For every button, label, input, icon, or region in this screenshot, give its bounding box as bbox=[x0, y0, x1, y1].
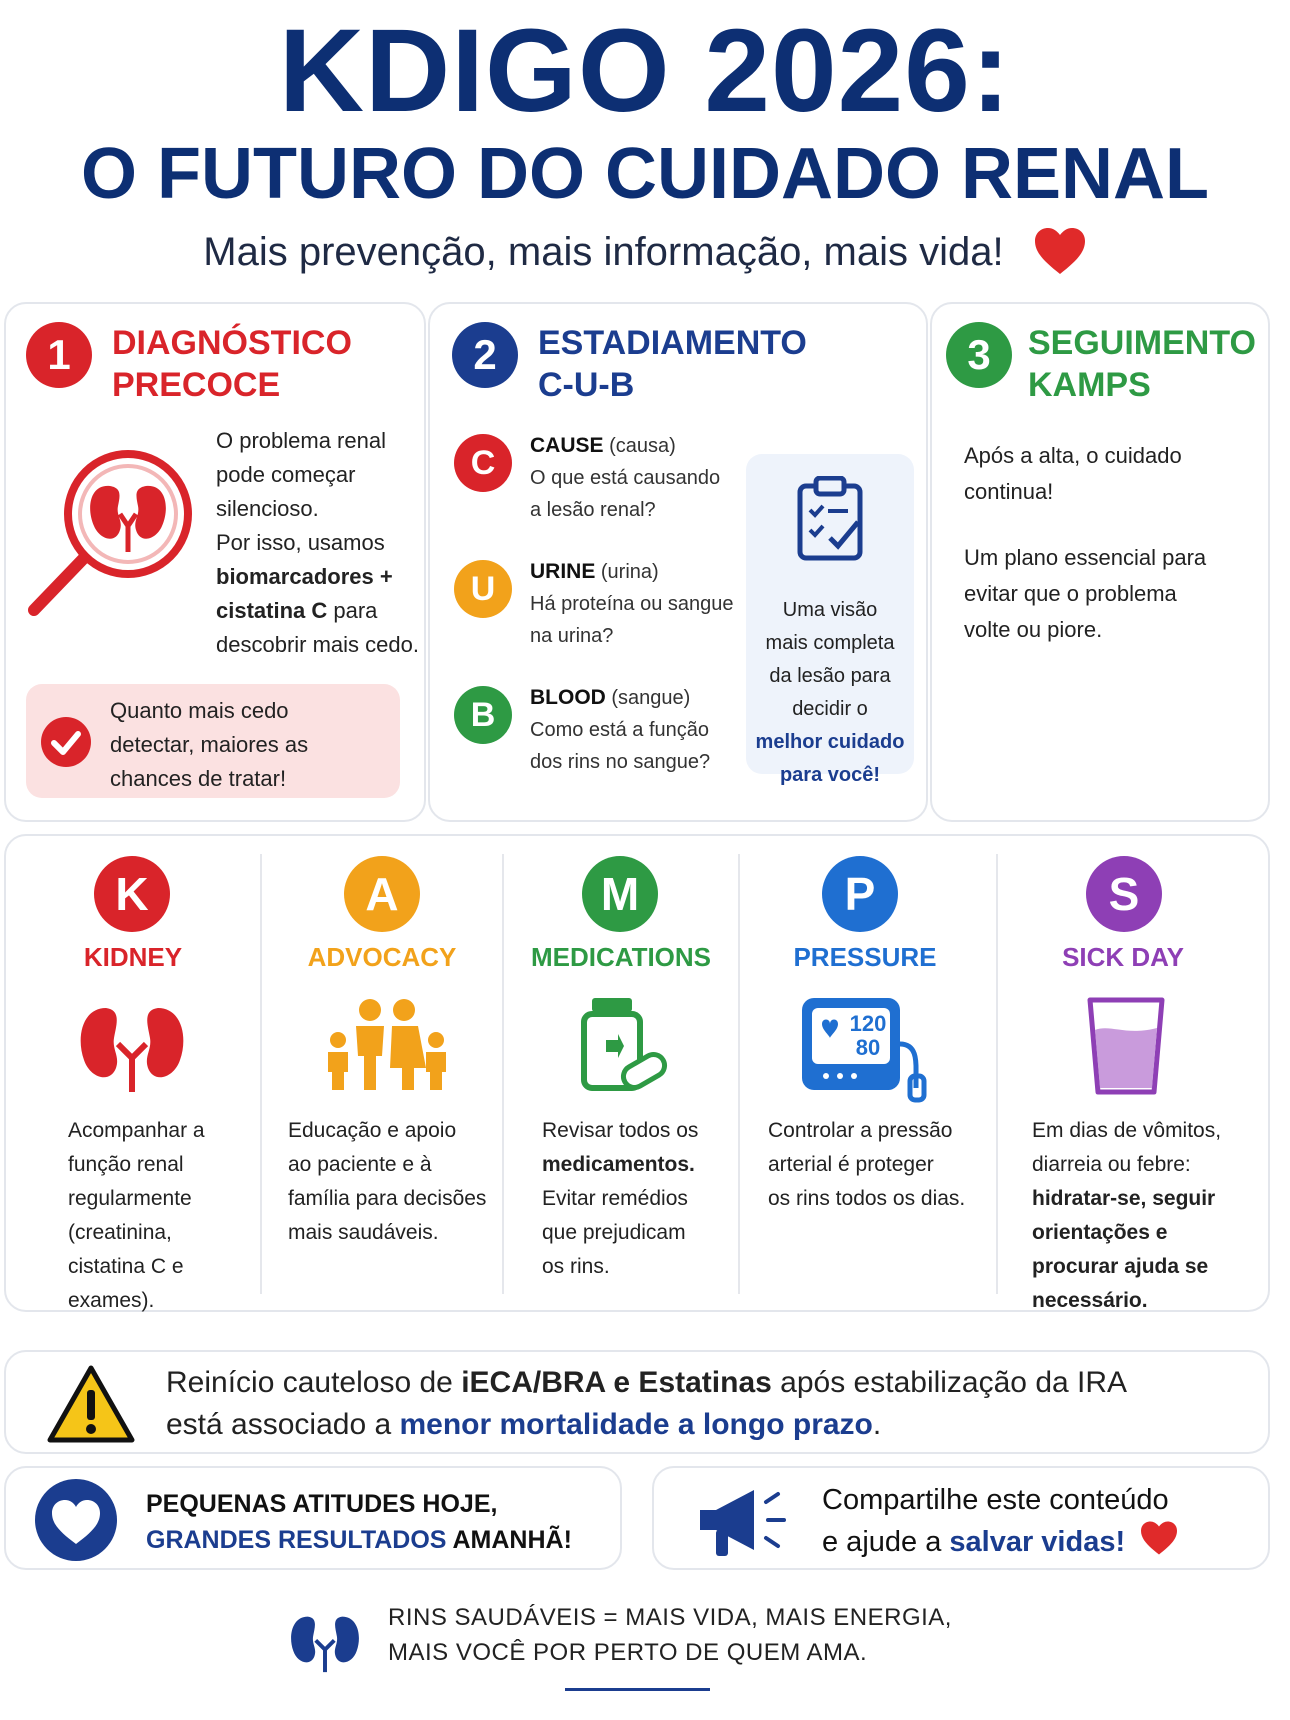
cub-item-line: O que está causando bbox=[530, 467, 721, 489]
note-line: detectar, maiores as bbox=[110, 732, 309, 757]
warning-segment: está associado a bbox=[166, 1408, 400, 1441]
warning-icon bbox=[46, 1364, 136, 1449]
section3-line: Após a alta, o cuidado bbox=[964, 443, 1182, 468]
kamps-text bbox=[768, 1114, 994, 1216]
kamps-text-line: medicamentos. bbox=[542, 1153, 695, 1176]
magnifier-kidney-icon bbox=[24, 442, 204, 627]
kamps-text bbox=[542, 1114, 736, 1284]
kamps-text-line: regularmente bbox=[68, 1187, 192, 1210]
share-card bbox=[652, 1466, 1270, 1570]
kamps-text-line: arterial é proteger bbox=[768, 1153, 934, 1176]
blood-pressure-icon bbox=[798, 994, 938, 1104]
kamps-text-line: Educação e apoio bbox=[288, 1119, 457, 1142]
cub-letter-b: B bbox=[454, 686, 512, 744]
section1-text-line: pode começar bbox=[216, 462, 356, 487]
footer-text bbox=[388, 1600, 952, 1670]
kamps-text-line: orientações e bbox=[1032, 1221, 1168, 1244]
cub-item-line: dos rins no sangue? bbox=[530, 751, 711, 773]
share-segment: e ajude a bbox=[822, 1526, 950, 1559]
bp-diastolic: 80 bbox=[855, 1035, 881, 1060]
kamps-title: PRESSURE bbox=[793, 942, 937, 972]
section1-text bbox=[216, 424, 421, 662]
section1-text-line: descobrir mais cedo. bbox=[216, 632, 419, 657]
cub-item-title bbox=[530, 556, 734, 588]
summary-line: mais completa bbox=[765, 632, 895, 654]
section-title-1 bbox=[112, 322, 352, 406]
kamps-letter-k: K bbox=[94, 856, 170, 932]
footer-divider bbox=[565, 1688, 710, 1691]
footer-line-2: MAIS VOCÊ POR PERTO DE QUEM AMA. bbox=[388, 1639, 868, 1666]
card-diagnostico-precoce bbox=[4, 302, 426, 822]
kamps-text-line: exames). bbox=[68, 1289, 155, 1312]
kamps-medications bbox=[504, 836, 738, 1312]
cub-letter-c: C bbox=[454, 434, 512, 492]
section-title-2-line2: C-U-B bbox=[538, 366, 635, 404]
cub-item-blood bbox=[530, 682, 710, 778]
heart-circle-icon bbox=[34, 1478, 118, 1567]
kamps-title: SICK DAY bbox=[1062, 942, 1184, 972]
cub-item-line: Como está a função bbox=[530, 719, 709, 741]
section3-paragraph-1 bbox=[964, 438, 1264, 510]
kamps-text-line: que prejudicam bbox=[542, 1221, 686, 1244]
section1-text-line: O problema renal bbox=[216, 428, 386, 453]
section3-line: volte ou piore. bbox=[964, 617, 1103, 642]
page-subtitle: O FUTURO DO CUIDADO RENAL bbox=[81, 134, 1209, 214]
section3-paragraph-2 bbox=[964, 540, 1264, 648]
footer-kidney-icon bbox=[288, 1610, 362, 1681]
cub-item-urine bbox=[530, 556, 734, 652]
section-title-2 bbox=[538, 322, 807, 406]
warning-banner bbox=[4, 1350, 1270, 1454]
section-title-3-line2: KAMPS bbox=[1028, 366, 1151, 404]
kamps-text-line: necessário. bbox=[1032, 1289, 1148, 1312]
check-circle-icon bbox=[40, 716, 92, 773]
bp-systolic: 120 bbox=[849, 1011, 887, 1036]
kamps-text-line: Acompanhar a bbox=[68, 1119, 205, 1142]
kamps-text bbox=[288, 1114, 502, 1250]
share-text bbox=[822, 1480, 1179, 1567]
kamps-text-line: ao paciente e à bbox=[288, 1153, 432, 1176]
section1-text-line: Por isso, usamos bbox=[216, 530, 385, 555]
page-title: KDIGO 2026: bbox=[278, 5, 1012, 137]
kamps-kidney bbox=[6, 836, 260, 1312]
heart-icon bbox=[1139, 1520, 1179, 1567]
cub-item-line: a lesão renal? bbox=[530, 499, 656, 521]
early-detection-note bbox=[26, 684, 400, 798]
warning-segment-bold: iECA/BRA e Estatinas bbox=[461, 1366, 772, 1399]
water-glass-icon bbox=[1086, 996, 1166, 1101]
motto-line-1: PEQUENAS ATITUDES HOJE, bbox=[146, 1490, 498, 1518]
card-estadiamento-cub bbox=[428, 302, 928, 822]
section-title-3-line1: SEGUIMENTO bbox=[1028, 324, 1256, 362]
bp-reading bbox=[846, 1012, 890, 1060]
cub-summary-box bbox=[746, 454, 914, 786]
summary-highlight: melhor cuidado bbox=[755, 731, 905, 753]
tagline bbox=[0, 226, 1290, 283]
share-line-2 bbox=[822, 1520, 1179, 1567]
motto-line-2 bbox=[146, 1522, 572, 1558]
section-number-1: 1 bbox=[26, 322, 92, 388]
warning-text bbox=[166, 1362, 1127, 1446]
kamps-text bbox=[68, 1114, 258, 1318]
kamps-advocacy bbox=[262, 836, 502, 1312]
cub-item-translation: (sangue) bbox=[605, 687, 691, 709]
footer-line-1: RINS SAUDÁVEIS = MAIS VIDA, MAIS ENERGIA, bbox=[388, 1604, 952, 1631]
kamps-text-line: os rins todos os dias. bbox=[768, 1187, 966, 1210]
motto-text bbox=[146, 1486, 572, 1558]
section-number-2: 2 bbox=[452, 322, 518, 388]
warning-line-1 bbox=[166, 1362, 1127, 1404]
kamps-title: ADVOCACY bbox=[307, 942, 457, 972]
kamps-text-line: (creatinina, bbox=[68, 1221, 172, 1244]
warning-highlight: menor mortalidade a longo prazo bbox=[399, 1408, 873, 1441]
kamps-text-line: procurar ajuda se bbox=[1032, 1255, 1209, 1278]
cub-item-translation: (urina) bbox=[595, 561, 659, 583]
summary-line: decidir o bbox=[792, 698, 868, 720]
section3-line: continua! bbox=[964, 479, 1054, 504]
share-highlight: salvar vidas! bbox=[949, 1526, 1126, 1559]
warning-line-2 bbox=[166, 1404, 1127, 1446]
warning-segment: Reinício cauteloso de bbox=[166, 1366, 462, 1399]
kidney-icon bbox=[76, 1002, 188, 1099]
section-title-2-line1: ESTADIAMENTO bbox=[538, 324, 807, 362]
tagline-text: Mais prevenção, mais informação, mais vida! bbox=[203, 230, 1004, 275]
heart-icon bbox=[1033, 226, 1087, 283]
kamps-text-line: Controlar a pressão bbox=[768, 1119, 953, 1142]
kamps-text-line: os rins. bbox=[542, 1255, 610, 1278]
kamps-text-line: Revisar todos os bbox=[542, 1119, 699, 1142]
section-number-3: 3 bbox=[946, 322, 1012, 388]
megaphone-icon bbox=[694, 1482, 804, 1567]
kamps-letter-s: S bbox=[1086, 856, 1162, 932]
kamps-letter-a: A bbox=[344, 856, 420, 932]
cub-item-name: BLOOD bbox=[530, 686, 606, 709]
section-title-3 bbox=[1028, 322, 1256, 406]
section1-text-line: silencioso. bbox=[216, 496, 319, 521]
kamps-panel bbox=[4, 834, 1270, 1312]
section1-text-rest: para bbox=[327, 598, 378, 623]
section1-text-bold: cistatina C bbox=[216, 598, 328, 623]
cub-item-cause bbox=[530, 430, 720, 526]
motto-segment: AMANHÃ! bbox=[446, 1526, 572, 1554]
cub-item-name: CAUSE bbox=[530, 434, 604, 457]
cub-item-title bbox=[530, 682, 710, 714]
kamps-sick-day bbox=[998, 836, 1270, 1312]
card-seguimento-kamps bbox=[930, 302, 1270, 822]
note-text bbox=[110, 694, 390, 796]
section-title-1-line2: PRECOCE bbox=[112, 366, 281, 404]
kamps-text-line: família para decisões bbox=[288, 1187, 487, 1210]
kamps-title: KIDNEY bbox=[83, 942, 183, 972]
cub-item-title bbox=[530, 430, 720, 462]
kamps-text-line: hidratar-se, seguir bbox=[1032, 1187, 1216, 1210]
family-icon bbox=[322, 996, 452, 1097]
medication-icon bbox=[578, 996, 668, 1099]
cub-item-line: Há proteína ou sangue bbox=[530, 593, 734, 615]
summary-highlight: para você! bbox=[779, 764, 881, 786]
kamps-title: MEDICATIONS bbox=[530, 942, 712, 972]
kamps-pressure bbox=[740, 836, 996, 1312]
cub-summary-text bbox=[752, 594, 908, 792]
motto-highlight: GRANDES RESULTADOS bbox=[146, 1526, 447, 1554]
cub-item-name: URINE bbox=[530, 560, 596, 583]
warning-segment: após estabilização da IRA bbox=[771, 1366, 1128, 1399]
kamps-text-line: mais saudáveis. bbox=[288, 1221, 439, 1244]
cub-item-translation: (causa) bbox=[603, 435, 676, 457]
kamps-text-line: Em dias de vômitos, bbox=[1032, 1119, 1222, 1142]
note-line: Quanto mais cedo bbox=[110, 698, 289, 723]
cub-item-line: na urina? bbox=[530, 625, 614, 647]
kamps-letter-p: P bbox=[822, 856, 898, 932]
summary-line: Uma visão bbox=[782, 599, 878, 621]
clipboard-checklist-icon bbox=[796, 476, 866, 567]
kamps-text-line: diarreia ou febre: bbox=[1032, 1153, 1191, 1176]
kamps-text-line: função renal bbox=[68, 1153, 184, 1176]
section-title-1-line1: DIAGNÓSTICO bbox=[112, 324, 352, 362]
kamps-letter-m: M bbox=[582, 856, 658, 932]
section1-text-line bbox=[216, 594, 421, 628]
motto-card bbox=[4, 1466, 622, 1570]
warning-segment: . bbox=[872, 1408, 882, 1441]
note-line: chances de tratar! bbox=[110, 766, 287, 791]
cub-letter-u: U bbox=[454, 560, 512, 618]
section3-line: Um plano essencial para bbox=[964, 545, 1207, 570]
summary-line: da lesão para bbox=[769, 665, 891, 687]
section1-text-line: biomarcadores + bbox=[216, 564, 393, 589]
kamps-text-line: Evitar remédios bbox=[542, 1187, 688, 1210]
share-line-1: Compartilhe este conteúdo bbox=[822, 1484, 1169, 1516]
kamps-text-line: cistatina C e bbox=[68, 1255, 184, 1278]
kamps-text bbox=[1032, 1114, 1268, 1318]
section3-line: evitar que o problema bbox=[964, 581, 1177, 606]
